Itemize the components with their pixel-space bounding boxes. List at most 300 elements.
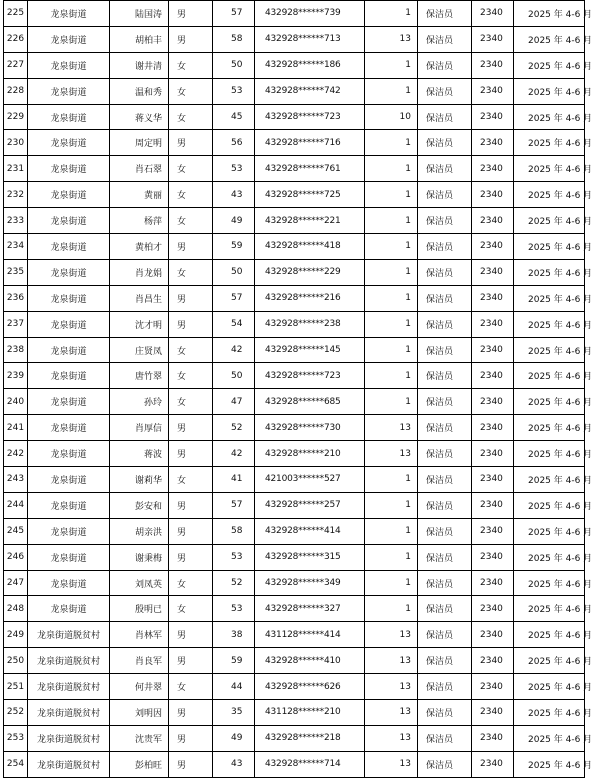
- post-cell: 保洁员: [418, 311, 472, 337]
- gender-cell: 女: [169, 52, 213, 78]
- amount-cell: 2340: [472, 622, 514, 648]
- table-row: [4, 467, 585, 493]
- street-cell: 龙泉街道: [28, 26, 110, 52]
- duration-cell: 1: [365, 518, 418, 544]
- age-cell: 49: [213, 725, 255, 751]
- period-cell: 2025 年 4-6 月: [514, 26, 585, 52]
- duration-cell: 13: [365, 622, 418, 648]
- row-number-cell: 232: [4, 182, 28, 208]
- post-cell: 保洁员: [418, 78, 472, 104]
- row-number-cell: 248: [4, 596, 28, 622]
- street-cell: 龙泉街道: [28, 415, 110, 441]
- name-cell: 庄贤凤: [110, 337, 169, 363]
- age-cell: 57: [213, 1, 255, 27]
- age-cell: 57: [213, 492, 255, 518]
- post-cell: 保洁员: [418, 259, 472, 285]
- id-number-cell: 432928******761: [255, 156, 365, 182]
- period-cell: 2025 年 4-6 月: [514, 441, 585, 467]
- period-cell: 2025 年 4-6 月: [514, 130, 585, 156]
- street-cell: 龙泉街道脱贫村: [28, 674, 110, 700]
- id-number-cell: 432928******210: [255, 441, 365, 467]
- period-cell: 2025 年 4-6 月: [514, 518, 585, 544]
- id-number-cell: 432928******626: [255, 674, 365, 700]
- gender-cell: 女: [169, 467, 213, 493]
- duration-cell: 13: [365, 441, 418, 467]
- street-cell: 龙泉街道: [28, 570, 110, 596]
- gender-cell: 男: [169, 518, 213, 544]
- table-row: [4, 52, 585, 78]
- period-cell: 2025 年 4-6 月: [514, 182, 585, 208]
- id-number-cell: 432928******716: [255, 130, 365, 156]
- row-number-cell: 236: [4, 285, 28, 311]
- street-cell: 龙泉街道脱贫村: [28, 648, 110, 674]
- table-row: [4, 156, 585, 182]
- amount-cell: 2340: [472, 700, 514, 726]
- duration-cell: 1: [365, 492, 418, 518]
- table-row: [4, 285, 585, 311]
- age-cell: 59: [213, 648, 255, 674]
- name-cell: 彭柏旺: [110, 751, 169, 777]
- row-number-cell: 233: [4, 208, 28, 234]
- post-cell: 保洁员: [418, 492, 472, 518]
- duration-cell: 1: [365, 52, 418, 78]
- table-row: [4, 78, 585, 104]
- duration-cell: 1: [365, 570, 418, 596]
- street-cell: 龙泉街道: [28, 208, 110, 234]
- street-cell: 龙泉街道: [28, 596, 110, 622]
- street-cell: 龙泉街道脱贫村: [28, 725, 110, 751]
- age-cell: 53: [213, 156, 255, 182]
- row-number-cell: 229: [4, 104, 28, 130]
- table-row: [4, 441, 585, 467]
- post-cell: 保洁员: [418, 156, 472, 182]
- id-number-cell: 432928******685: [255, 389, 365, 415]
- street-cell: 龙泉街道: [28, 492, 110, 518]
- gender-cell: 男: [169, 441, 213, 467]
- amount-cell: 2340: [472, 104, 514, 130]
- post-cell: 保洁员: [418, 1, 472, 27]
- period-cell: 2025 年 4-6 月: [514, 208, 585, 234]
- age-cell: 57: [213, 285, 255, 311]
- period-cell: 2025 年 4-6 月: [514, 52, 585, 78]
- post-cell: 保洁员: [418, 389, 472, 415]
- gender-cell: 女: [169, 389, 213, 415]
- row-number-cell: 235: [4, 259, 28, 285]
- duration-cell: 13: [365, 648, 418, 674]
- duration-cell: 13: [365, 674, 418, 700]
- duration-cell: 1: [365, 311, 418, 337]
- table-row: [4, 518, 585, 544]
- row-number-cell: 225: [4, 1, 28, 27]
- age-cell: 53: [213, 78, 255, 104]
- row-number-cell: 237: [4, 311, 28, 337]
- amount-cell: 2340: [472, 415, 514, 441]
- row-number-cell: 253: [4, 725, 28, 751]
- id-number-cell: 431128******210: [255, 700, 365, 726]
- period-cell: 2025 年 4-6 月: [514, 156, 585, 182]
- gender-cell: 女: [169, 182, 213, 208]
- amount-cell: 2340: [472, 570, 514, 596]
- duration-cell: 1: [365, 78, 418, 104]
- name-cell: 肖昌生: [110, 285, 169, 311]
- post-cell: 保洁员: [418, 725, 472, 751]
- period-cell: 2025 年 4-6 月: [514, 415, 585, 441]
- table-row: [4, 648, 585, 674]
- age-cell: 52: [213, 415, 255, 441]
- name-cell: 肖林军: [110, 622, 169, 648]
- amount-cell: 2340: [472, 441, 514, 467]
- row-number-cell: 239: [4, 363, 28, 389]
- age-cell: 35: [213, 700, 255, 726]
- row-number-cell: 245: [4, 518, 28, 544]
- table-row: [4, 130, 585, 156]
- street-cell: 龙泉街道: [28, 337, 110, 363]
- id-number-cell: 432928******739: [255, 1, 365, 27]
- duration-cell: 1: [365, 389, 418, 415]
- id-number-cell: 432928******186: [255, 52, 365, 78]
- post-cell: 保洁员: [418, 234, 472, 260]
- name-cell: 杨萍: [110, 208, 169, 234]
- post-cell: 保洁员: [418, 26, 472, 52]
- period-cell: 2025 年 4-6 月: [514, 1, 585, 27]
- duration-cell: 1: [365, 208, 418, 234]
- duration-cell: 1: [365, 1, 418, 27]
- period-cell: 2025 年 4-6 月: [514, 259, 585, 285]
- row-number-cell: 226: [4, 26, 28, 52]
- id-number-cell: 432928******725: [255, 182, 365, 208]
- table-row: [4, 208, 585, 234]
- amount-cell: 2340: [472, 259, 514, 285]
- gender-cell: 男: [169, 700, 213, 726]
- post-cell: 保洁员: [418, 285, 472, 311]
- gender-cell: 女: [169, 363, 213, 389]
- period-cell: 2025 年 4-6 月: [514, 389, 585, 415]
- age-cell: 53: [213, 544, 255, 570]
- gender-cell: 女: [169, 337, 213, 363]
- id-number-cell: 432928******713: [255, 26, 365, 52]
- name-cell: 温和秀: [110, 78, 169, 104]
- row-number-cell: 249: [4, 622, 28, 648]
- amount-cell: 2340: [472, 130, 514, 156]
- age-cell: 50: [213, 259, 255, 285]
- id-number-cell: 432928******730: [255, 415, 365, 441]
- id-number-cell: 432928******418: [255, 234, 365, 260]
- post-cell: 保洁员: [418, 467, 472, 493]
- gender-cell: 男: [169, 725, 213, 751]
- id-number-cell: 432928******414: [255, 518, 365, 544]
- age-cell: 42: [213, 441, 255, 467]
- street-cell: 龙泉街道: [28, 130, 110, 156]
- post-cell: 保洁员: [418, 596, 472, 622]
- name-cell: 谢莉华: [110, 467, 169, 493]
- name-cell: 胡柏丰: [110, 26, 169, 52]
- gender-cell: 男: [169, 26, 213, 52]
- amount-cell: 2340: [472, 674, 514, 700]
- name-cell: 殷明已: [110, 596, 169, 622]
- name-cell: 唐竹翠: [110, 363, 169, 389]
- name-cell: 肖良军: [110, 648, 169, 674]
- age-cell: 52: [213, 570, 255, 596]
- age-cell: 47: [213, 389, 255, 415]
- post-cell: 保洁员: [418, 751, 472, 777]
- post-cell: 保洁员: [418, 674, 472, 700]
- age-cell: 41: [213, 467, 255, 493]
- period-cell: 2025 年 4-6 月: [514, 674, 585, 700]
- street-cell: 龙泉街道: [28, 78, 110, 104]
- post-cell: 保洁员: [418, 622, 472, 648]
- period-cell: 2025 年 4-6 月: [514, 700, 585, 726]
- period-cell: 2025 年 4-6 月: [514, 622, 585, 648]
- duration-cell: 13: [365, 26, 418, 52]
- gender-cell: 男: [169, 751, 213, 777]
- id-number-cell: 432928******216: [255, 285, 365, 311]
- street-cell: 龙泉街道: [28, 467, 110, 493]
- street-cell: 龙泉街道: [28, 259, 110, 285]
- street-cell: 龙泉街道: [28, 234, 110, 260]
- amount-cell: 2340: [472, 363, 514, 389]
- row-number-cell: 234: [4, 234, 28, 260]
- age-cell: 50: [213, 363, 255, 389]
- amount-cell: 2340: [472, 596, 514, 622]
- post-cell: 保洁员: [418, 104, 472, 130]
- post-cell: 保洁员: [418, 544, 472, 570]
- street-cell: 龙泉街道: [28, 1, 110, 27]
- name-cell: 何井翠: [110, 674, 169, 700]
- street-cell: 龙泉街道: [28, 389, 110, 415]
- id-number-cell: 432928******145: [255, 337, 365, 363]
- row-number-cell: 227: [4, 52, 28, 78]
- post-cell: 保洁员: [418, 415, 472, 441]
- table-row: [4, 725, 585, 751]
- row-number-cell: 241: [4, 415, 28, 441]
- id-number-cell: 432928******327: [255, 596, 365, 622]
- period-cell: 2025 年 4-6 月: [514, 311, 585, 337]
- id-number-cell: 421003******527: [255, 467, 365, 493]
- name-cell: 肖石翠: [110, 156, 169, 182]
- amount-cell: 2340: [472, 389, 514, 415]
- period-cell: 2025 年 4-6 月: [514, 596, 585, 622]
- gender-cell: 男: [169, 492, 213, 518]
- period-cell: 2025 年 4-6 月: [514, 363, 585, 389]
- row-number-cell: 252: [4, 700, 28, 726]
- period-cell: 2025 年 4-6 月: [514, 751, 585, 777]
- amount-cell: 2340: [472, 182, 514, 208]
- name-cell: 彭安和: [110, 492, 169, 518]
- age-cell: 58: [213, 518, 255, 544]
- row-number-cell: 246: [4, 544, 28, 570]
- row-number-cell: 228: [4, 78, 28, 104]
- post-cell: 保洁员: [418, 441, 472, 467]
- amount-cell: 2340: [472, 26, 514, 52]
- post-cell: 保洁员: [418, 648, 472, 674]
- post-cell: 保洁员: [418, 700, 472, 726]
- name-cell: 黄丽: [110, 182, 169, 208]
- amount-cell: 2340: [472, 1, 514, 27]
- duration-cell: 13: [365, 751, 418, 777]
- amount-cell: 2340: [472, 337, 514, 363]
- period-cell: 2025 年 4-6 月: [514, 104, 585, 130]
- duration-cell: 1: [365, 544, 418, 570]
- gender-cell: 女: [169, 104, 213, 130]
- id-number-cell: 432928******221: [255, 208, 365, 234]
- table-row: [4, 544, 585, 570]
- amount-cell: 2340: [472, 285, 514, 311]
- id-number-cell: 431128******414: [255, 622, 365, 648]
- gender-cell: 男: [169, 311, 213, 337]
- name-cell: 陆国涛: [110, 1, 169, 27]
- table-row: [4, 596, 585, 622]
- amount-cell: 2340: [472, 311, 514, 337]
- row-number-cell: 230: [4, 130, 28, 156]
- id-number-cell: 432928******714: [255, 751, 365, 777]
- age-cell: 44: [213, 674, 255, 700]
- name-cell: 孙玲: [110, 389, 169, 415]
- amount-cell: 2340: [472, 156, 514, 182]
- duration-cell: 1: [365, 467, 418, 493]
- age-cell: 42: [213, 337, 255, 363]
- period-cell: 2025 年 4-6 月: [514, 544, 585, 570]
- gender-cell: 男: [169, 1, 213, 27]
- table-row: [4, 363, 585, 389]
- table-row: [4, 259, 585, 285]
- age-cell: 58: [213, 26, 255, 52]
- post-cell: 保洁员: [418, 363, 472, 389]
- name-cell: 刘凤英: [110, 570, 169, 596]
- duration-cell: 1: [365, 363, 418, 389]
- row-number-cell: 238: [4, 337, 28, 363]
- id-number-cell: 432928******723: [255, 363, 365, 389]
- street-cell: 龙泉街道脱贫村: [28, 751, 110, 777]
- age-cell: 59: [213, 234, 255, 260]
- period-cell: 2025 年 4-6 月: [514, 570, 585, 596]
- row-number-cell: 251: [4, 674, 28, 700]
- duration-cell: 13: [365, 725, 418, 751]
- table-row: [4, 337, 585, 363]
- post-cell: 保洁员: [418, 52, 472, 78]
- amount-cell: 2340: [472, 544, 514, 570]
- table-row: [4, 311, 585, 337]
- gender-cell: 女: [169, 78, 213, 104]
- post-cell: 保洁员: [418, 337, 472, 363]
- row-number-cell: 244: [4, 492, 28, 518]
- post-cell: 保洁员: [418, 182, 472, 208]
- name-cell: 刘明因: [110, 700, 169, 726]
- amount-cell: 2340: [472, 518, 514, 544]
- street-cell: 龙泉街道: [28, 104, 110, 130]
- gender-cell: 女: [169, 570, 213, 596]
- id-number-cell: 432928******257: [255, 492, 365, 518]
- name-cell: 沈才明: [110, 311, 169, 337]
- post-cell: 保洁员: [418, 570, 472, 596]
- post-cell: 保洁员: [418, 518, 472, 544]
- row-number-cell: 254: [4, 751, 28, 777]
- amount-cell: 2340: [472, 492, 514, 518]
- amount-cell: 2340: [472, 751, 514, 777]
- duration-cell: 1: [365, 182, 418, 208]
- period-cell: 2025 年 4-6 月: [514, 285, 585, 311]
- name-cell: 蒋波: [110, 441, 169, 467]
- name-cell: 蒋义华: [110, 104, 169, 130]
- table-body: [4, 1, 592, 778]
- age-cell: 43: [213, 182, 255, 208]
- table-row: [4, 674, 585, 700]
- street-cell: 龙泉街道: [28, 182, 110, 208]
- period-cell: 2025 年 4-6 月: [514, 725, 585, 751]
- id-number-cell: 432928******229: [255, 259, 365, 285]
- period-cell: 2025 年 4-6 月: [514, 648, 585, 674]
- table-row: [4, 700, 585, 726]
- period-cell: 2025 年 4-6 月: [514, 337, 585, 363]
- street-cell: 龙泉街道: [28, 518, 110, 544]
- row-number-cell: 231: [4, 156, 28, 182]
- age-cell: 54: [213, 311, 255, 337]
- duration-cell: 1: [365, 234, 418, 260]
- amount-cell: 2340: [472, 234, 514, 260]
- street-cell: 龙泉街道: [28, 285, 110, 311]
- duration-cell: 10: [365, 104, 418, 130]
- name-cell: 周定明: [110, 130, 169, 156]
- row-number-cell: 247: [4, 570, 28, 596]
- gender-cell: 女: [169, 674, 213, 700]
- street-cell: 龙泉街道: [28, 363, 110, 389]
- table-row: [4, 622, 585, 648]
- age-cell: 43: [213, 751, 255, 777]
- period-cell: 2025 年 4-6 月: [514, 492, 585, 518]
- street-cell: 龙泉街道: [28, 441, 110, 467]
- amount-cell: 2340: [472, 648, 514, 674]
- table-row: [4, 415, 585, 441]
- row-number-cell: 250: [4, 648, 28, 674]
- table-row: [4, 1, 585, 27]
- id-number-cell: 432928******410: [255, 648, 365, 674]
- table-row: [4, 389, 585, 415]
- id-number-cell: 432928******723: [255, 104, 365, 130]
- table-row: [4, 570, 585, 596]
- street-cell: 龙泉街道脱贫村: [28, 622, 110, 648]
- id-number-cell: 432928******349: [255, 570, 365, 596]
- id-number-cell: 432928******315: [255, 544, 365, 570]
- table-row: [4, 234, 585, 260]
- duration-cell: 1: [365, 259, 418, 285]
- age-cell: 38: [213, 622, 255, 648]
- amount-cell: 2340: [472, 78, 514, 104]
- subsidy-roster-table: [3, 0, 592, 778]
- name-cell: 谢秉梅: [110, 544, 169, 570]
- age-cell: 49: [213, 208, 255, 234]
- name-cell: 黄柏才: [110, 234, 169, 260]
- duration-cell: 13: [365, 415, 418, 441]
- age-cell: 50: [213, 52, 255, 78]
- id-number-cell: 432928******742: [255, 78, 365, 104]
- post-cell: 保洁员: [418, 130, 472, 156]
- gender-cell: 女: [169, 208, 213, 234]
- street-cell: 龙泉街道脱贫村: [28, 700, 110, 726]
- amount-cell: 2340: [472, 52, 514, 78]
- id-number-cell: 432928******238: [255, 311, 365, 337]
- street-cell: 龙泉街道: [28, 311, 110, 337]
- gender-cell: 男: [169, 648, 213, 674]
- row-number-cell: 240: [4, 389, 28, 415]
- name-cell: 肖龙娟: [110, 259, 169, 285]
- table-row: [4, 26, 585, 52]
- name-cell: 肖厚信: [110, 415, 169, 441]
- gender-cell: 男: [169, 234, 213, 260]
- gender-cell: 女: [169, 259, 213, 285]
- age-cell: 45: [213, 104, 255, 130]
- age-cell: 53: [213, 596, 255, 622]
- street-cell: 龙泉街道: [28, 156, 110, 182]
- street-cell: 龙泉街道: [28, 544, 110, 570]
